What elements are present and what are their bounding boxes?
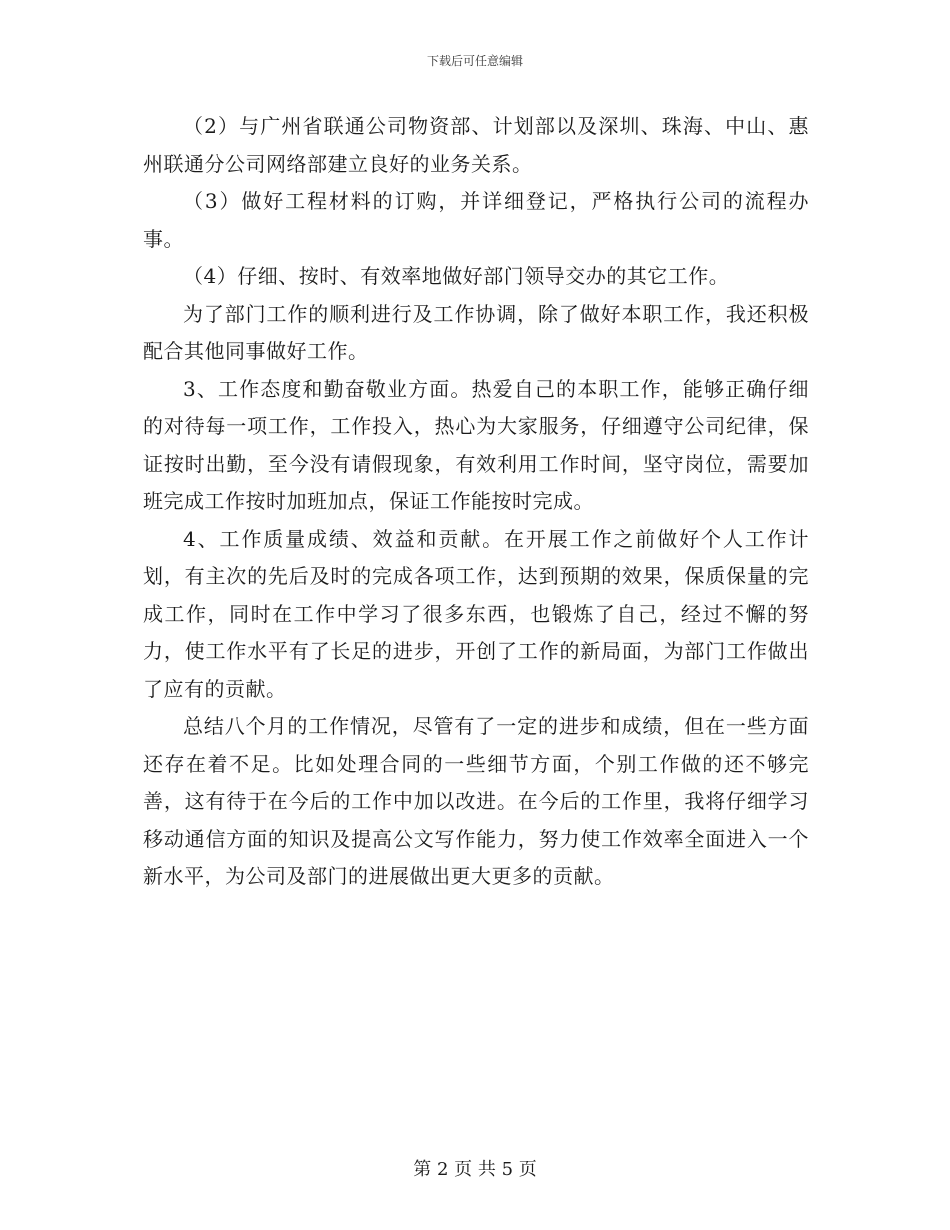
paragraph-item-4: （4）仔细、按时、有效率地做好部门领导交办的其它工作。 <box>183 264 730 288</box>
document-body <box>143 108 809 896</box>
paragraph-coordination: 为了部门工作的顺利进行及工作协调，除了做好本职工作，我还积极配合其他同事做好工作。 <box>143 301 809 363</box>
paragraph-summary: 总结八个月的工作情况，尽管有了一定的进步和成绩，但在一些方面还存在着不足。比如处理合同的一些细节方面，个别工作做的还不够完善，这有待于在今后的工作中加以改进。在今后的工作里，我将仔细学习移动通信方面的知识及提高公文写作能力，努力使工作效率全面进入一个新水平，为公司及部门的进展做出更大更多的贡献。 <box>143 714 809 888</box>
paragraph-item-3: （3）做好工程材料的订购，并详细登记，严格执行公司的流程办事。 <box>143 189 809 251</box>
page-number-footer: 第 2 页 共 5 页 <box>413 1159 537 1180</box>
paragraph-work-quality: 4、工作质量成绩、效益和贡献。在开展工作之前做好个人工作计划，有主次的先后及时的完成各项工作，达到预期的效果，保质保量的完成工作，同时在工作中学习了很多东西，也锻炼了自己，经过不懈的努力，使工作水平有了长足的进步，开创了工作的新局面，为部门工作做出了应有的贡献。 <box>143 526 809 701</box>
page-header: 下载后可任意编辑 <box>426 54 523 68</box>
paragraph-item-2: （2）与广州省联通公司物资部、计划部以及深圳、珠海、中山、惠州联通分公司网络部建立良好的业务关系。 <box>143 114 809 176</box>
paragraph-work-attitude: 3、工作态度和勤奋敬业方面。热爱自己的本职工作，能够正确仔细的对待每一项工作，工作投入，热心为大家服务，仔细遵守公司纪律，保证按时出勤，至今没有请假现象，有效利用工作时间，坚守岗位，需要加班完成工作按时加班加点，保证工作能按时完成。 <box>143 376 809 513</box>
